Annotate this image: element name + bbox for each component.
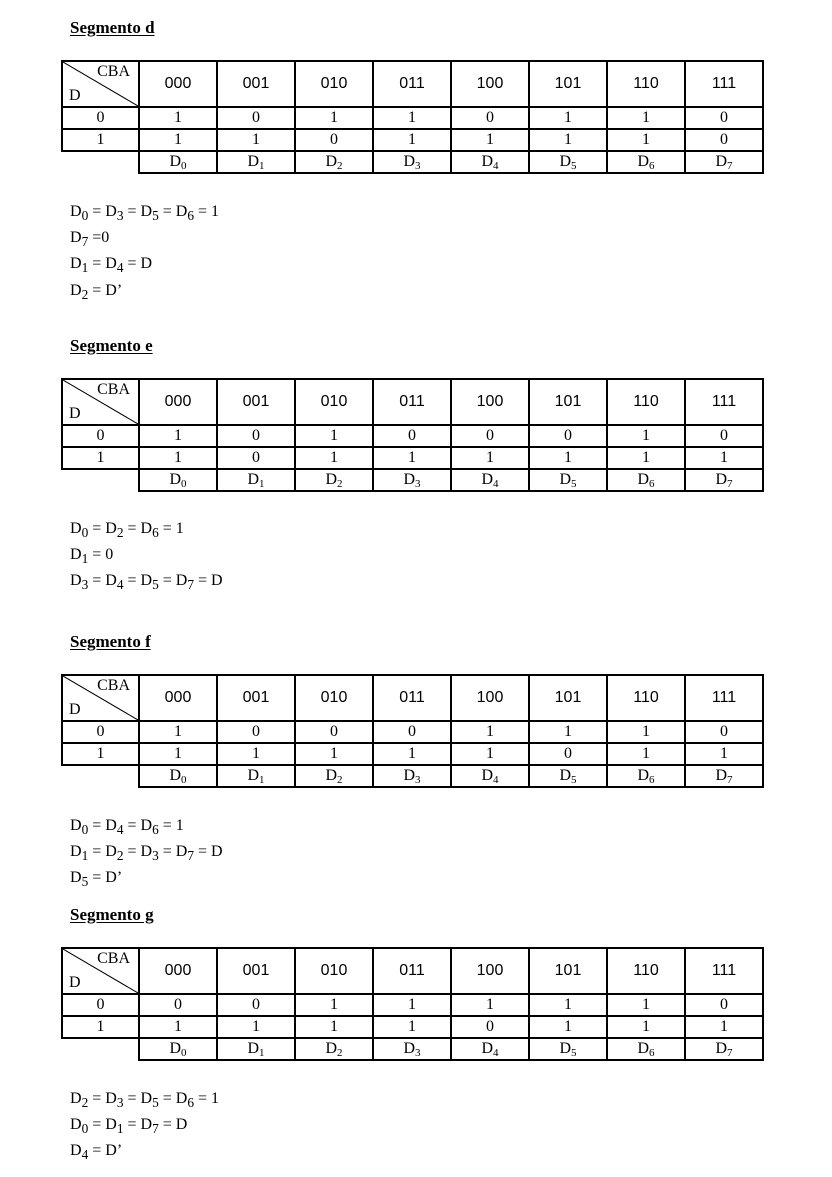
table-cell: 1 bbox=[373, 107, 451, 129]
row-label: 0 bbox=[62, 107, 139, 129]
table-cell: 1 bbox=[373, 1016, 451, 1038]
column-header: 111 bbox=[685, 675, 763, 721]
table-cell: 1 bbox=[607, 1016, 685, 1038]
table-cell: 1 bbox=[529, 107, 607, 129]
column-header: 100 bbox=[451, 61, 529, 107]
table-cell: 1 bbox=[529, 447, 607, 469]
column-header: 110 bbox=[607, 675, 685, 721]
table-cell: 1 bbox=[373, 743, 451, 765]
table-cell: 1 bbox=[217, 743, 295, 765]
truth-table bbox=[61, 674, 764, 788]
input-label: $D_0$ bbox=[139, 1038, 217, 1060]
input-label: $D_0$ bbox=[139, 151, 217, 173]
input-label: $D_4$ bbox=[451, 765, 529, 787]
empty-cell bbox=[62, 469, 139, 491]
corner-row-variable: D bbox=[69, 701, 81, 718]
input-label: $D_6$ bbox=[607, 765, 685, 787]
table-cell: 0 bbox=[685, 425, 763, 447]
table-cell: 1 bbox=[139, 447, 217, 469]
table-cell: 0 bbox=[685, 129, 763, 151]
table-cell: 0 bbox=[529, 743, 607, 765]
equation: $D_4 = D$’ bbox=[70, 1142, 123, 1163]
row-label: 1 bbox=[62, 1016, 139, 1038]
column-header: 100 bbox=[451, 379, 529, 425]
corner-row-variable: D bbox=[69, 87, 81, 104]
table-cell: 1 bbox=[295, 107, 373, 129]
table-cell: 1 bbox=[295, 447, 373, 469]
table-cell: 1 bbox=[451, 721, 529, 743]
column-header: 001 bbox=[217, 948, 295, 994]
input-label: $D_3$ bbox=[373, 469, 451, 491]
column-header: 001 bbox=[217, 379, 295, 425]
column-header: 101 bbox=[529, 61, 607, 107]
table-cell: 1 bbox=[139, 1016, 217, 1038]
table-cell: 0 bbox=[217, 721, 295, 743]
table-cell: 1 bbox=[295, 1016, 373, 1038]
input-label: $D_2$ bbox=[295, 765, 373, 787]
input-label: $D_6$ bbox=[607, 151, 685, 173]
table-row bbox=[62, 447, 763, 469]
equation: $D_0 = D_1 = D_7 = D$ bbox=[70, 1116, 188, 1137]
equation-list bbox=[70, 1088, 219, 1167]
table-cell: 0 bbox=[295, 721, 373, 743]
row-label: 0 bbox=[62, 425, 139, 447]
table-cell: 1 bbox=[139, 743, 217, 765]
input-label: $D_4$ bbox=[451, 469, 529, 491]
column-header: 111 bbox=[685, 379, 763, 425]
column-header: 011 bbox=[373, 948, 451, 994]
table-cell: 1 bbox=[607, 743, 685, 765]
table-cell: 1 bbox=[373, 447, 451, 469]
segment-title: Segmento d bbox=[70, 18, 155, 37]
corner-cell bbox=[62, 948, 139, 994]
column-header: 010 bbox=[295, 379, 373, 425]
table-cell: 0 bbox=[685, 721, 763, 743]
table-cell: 1 bbox=[529, 994, 607, 1016]
column-header: 111 bbox=[685, 948, 763, 994]
table-cell: 1 bbox=[607, 425, 685, 447]
table-cell: 1 bbox=[685, 743, 763, 765]
row-label: 1 bbox=[62, 129, 139, 151]
column-header: 100 bbox=[451, 948, 529, 994]
table-row bbox=[62, 743, 763, 765]
table-cell: 1 bbox=[529, 1016, 607, 1038]
table-cell: 0 bbox=[451, 107, 529, 129]
equation-list bbox=[70, 518, 223, 597]
segment-title: Segmento g bbox=[70, 905, 154, 924]
table-cell: 1 bbox=[685, 447, 763, 469]
column-header: 110 bbox=[607, 379, 685, 425]
table-cell: 1 bbox=[217, 1016, 295, 1038]
input-label: $D_1$ bbox=[217, 765, 295, 787]
column-header: 111 bbox=[685, 61, 763, 107]
table-cell: 0 bbox=[373, 425, 451, 447]
table-row bbox=[62, 721, 763, 743]
input-label: $D_1$ bbox=[217, 1038, 295, 1060]
table-row bbox=[62, 1016, 763, 1038]
input-label: $D_3$ bbox=[373, 765, 451, 787]
equation: $D_1 = 0$ bbox=[70, 546, 114, 567]
table-cell: 1 bbox=[139, 129, 217, 151]
table-cell: 1 bbox=[295, 425, 373, 447]
input-label-row bbox=[62, 1038, 763, 1060]
table-cell: 0 bbox=[139, 994, 217, 1016]
column-header: 110 bbox=[607, 948, 685, 994]
input-label: $D_3$ bbox=[373, 151, 451, 173]
corner-cell bbox=[62, 675, 139, 721]
column-header: 010 bbox=[295, 61, 373, 107]
equation: $D_3 = D_4 = D_5 = D_7 = D$ bbox=[70, 572, 223, 593]
column-header: 000 bbox=[139, 675, 217, 721]
column-header: 110 bbox=[607, 61, 685, 107]
equation: $D_2 = D$’ bbox=[70, 281, 123, 302]
column-header: 101 bbox=[529, 948, 607, 994]
input-label: $D_1$ bbox=[217, 151, 295, 173]
table-cell: 1 bbox=[451, 743, 529, 765]
table-header-row bbox=[62, 948, 763, 994]
table-header-row bbox=[62, 675, 763, 721]
input-label: $D_2$ bbox=[295, 151, 373, 173]
truth-table bbox=[61, 947, 764, 1061]
corner-column-variables: CBA bbox=[97, 63, 130, 80]
table-cell: 1 bbox=[607, 721, 685, 743]
input-label: $D_6$ bbox=[607, 1038, 685, 1060]
column-header: 010 bbox=[295, 675, 373, 721]
column-header: 001 bbox=[217, 675, 295, 721]
corner-cell bbox=[62, 61, 139, 107]
table-cell: 0 bbox=[685, 107, 763, 129]
corner-column-variables: CBA bbox=[97, 381, 130, 398]
table-cell: 1 bbox=[139, 425, 217, 447]
column-header: 101 bbox=[529, 379, 607, 425]
table-cell: 1 bbox=[529, 721, 607, 743]
table-cell: 0 bbox=[685, 994, 763, 1016]
column-header: 101 bbox=[529, 675, 607, 721]
input-label-row bbox=[62, 765, 763, 787]
input-label: $D_4$ bbox=[451, 1038, 529, 1060]
column-header: 100 bbox=[451, 675, 529, 721]
input-label: $D_7$ bbox=[685, 151, 763, 173]
column-header: 000 bbox=[139, 379, 217, 425]
column-header: 001 bbox=[217, 61, 295, 107]
equation-list bbox=[70, 201, 219, 306]
input-label: $D_5$ bbox=[529, 1038, 607, 1060]
table-cell: 1 bbox=[607, 447, 685, 469]
input-label: $D_3$ bbox=[373, 1038, 451, 1060]
table-cell: 1 bbox=[139, 107, 217, 129]
equation: $D_7 =0$ bbox=[70, 229, 110, 250]
table-cell: 0 bbox=[217, 447, 295, 469]
input-label: $D_5$ bbox=[529, 151, 607, 173]
row-label: 0 bbox=[62, 721, 139, 743]
truth-table bbox=[61, 378, 764, 492]
row-label: 0 bbox=[62, 994, 139, 1016]
input-label: $D_7$ bbox=[685, 1038, 763, 1060]
table-cell: 0 bbox=[217, 994, 295, 1016]
table-row bbox=[62, 129, 763, 151]
equation: $D_0 = D_4 = D_6 = 1$ bbox=[70, 817, 184, 838]
input-label: $D_7$ bbox=[685, 469, 763, 491]
input-label: $D_4$ bbox=[451, 151, 529, 173]
table-cell: 1 bbox=[295, 743, 373, 765]
input-label: $D_2$ bbox=[295, 1038, 373, 1060]
table-cell: 1 bbox=[607, 994, 685, 1016]
table-cell: 1 bbox=[139, 721, 217, 743]
table-cell: 0 bbox=[451, 1016, 529, 1038]
table-cell: 1 bbox=[217, 129, 295, 151]
column-header: 011 bbox=[373, 379, 451, 425]
row-label: 1 bbox=[62, 743, 139, 765]
table-cell: 1 bbox=[451, 447, 529, 469]
input-label: $D_0$ bbox=[139, 765, 217, 787]
row-label: 1 bbox=[62, 447, 139, 469]
segment-title: Segmento e bbox=[70, 336, 153, 355]
table-header-row bbox=[62, 61, 763, 107]
corner-row-variable: D bbox=[69, 405, 81, 422]
input-label: $D_5$ bbox=[529, 765, 607, 787]
empty-cell bbox=[62, 1038, 139, 1060]
input-label-row bbox=[62, 469, 763, 491]
table-row bbox=[62, 425, 763, 447]
table-cell: 1 bbox=[373, 994, 451, 1016]
truth-table bbox=[61, 60, 764, 174]
column-header: 011 bbox=[373, 61, 451, 107]
table-row bbox=[62, 994, 763, 1016]
corner-row-variable: D bbox=[69, 974, 81, 991]
equation: $D_5 = D$’ bbox=[70, 869, 123, 890]
table-row bbox=[62, 107, 763, 129]
column-header: 000 bbox=[139, 61, 217, 107]
empty-cell bbox=[62, 151, 139, 173]
input-label-row bbox=[62, 151, 763, 173]
input-label: $D_1$ bbox=[217, 469, 295, 491]
equation: $D_2 = D_3 = D_5 = D_6 = 1$ bbox=[70, 1090, 220, 1111]
corner-column-variables: CBA bbox=[97, 677, 130, 694]
table-header-row bbox=[62, 379, 763, 425]
table-cell: 1 bbox=[607, 129, 685, 151]
corner-cell bbox=[62, 379, 139, 425]
input-label: $D_0$ bbox=[139, 469, 217, 491]
table-cell: 0 bbox=[373, 721, 451, 743]
input-label: $D_2$ bbox=[295, 469, 373, 491]
input-label: $D_7$ bbox=[685, 765, 763, 787]
table-cell: 0 bbox=[217, 425, 295, 447]
segment-title: Segmento f bbox=[70, 632, 151, 651]
input-label: $D_6$ bbox=[607, 469, 685, 491]
corner-column-variables: CBA bbox=[97, 950, 130, 967]
table-cell: 1 bbox=[607, 107, 685, 129]
table-cell: 0 bbox=[217, 107, 295, 129]
equation: $D_0 = D_3 = D_5 = D_6 = 1$ bbox=[70, 203, 220, 224]
table-cell: 0 bbox=[451, 425, 529, 447]
column-header: 000 bbox=[139, 948, 217, 994]
table-cell: 0 bbox=[529, 425, 607, 447]
equation: $D_1 = D_4 = D$ bbox=[70, 255, 153, 276]
table-cell: 1 bbox=[529, 129, 607, 151]
equation: $D_0 = D_2 = D_6 = 1$ bbox=[70, 520, 184, 541]
empty-cell bbox=[62, 765, 139, 787]
equation-list bbox=[70, 815, 223, 894]
column-header: 010 bbox=[295, 948, 373, 994]
table-cell: 1 bbox=[685, 1016, 763, 1038]
table-cell: 1 bbox=[373, 129, 451, 151]
table-cell: 1 bbox=[451, 994, 529, 1016]
equation: $D_1 = D_2 = D_3 = D_7 = D$ bbox=[70, 843, 223, 864]
table-cell: 0 bbox=[295, 129, 373, 151]
column-header: 011 bbox=[373, 675, 451, 721]
table-cell: 1 bbox=[295, 994, 373, 1016]
input-label: $D_5$ bbox=[529, 469, 607, 491]
table-cell: 1 bbox=[451, 129, 529, 151]
